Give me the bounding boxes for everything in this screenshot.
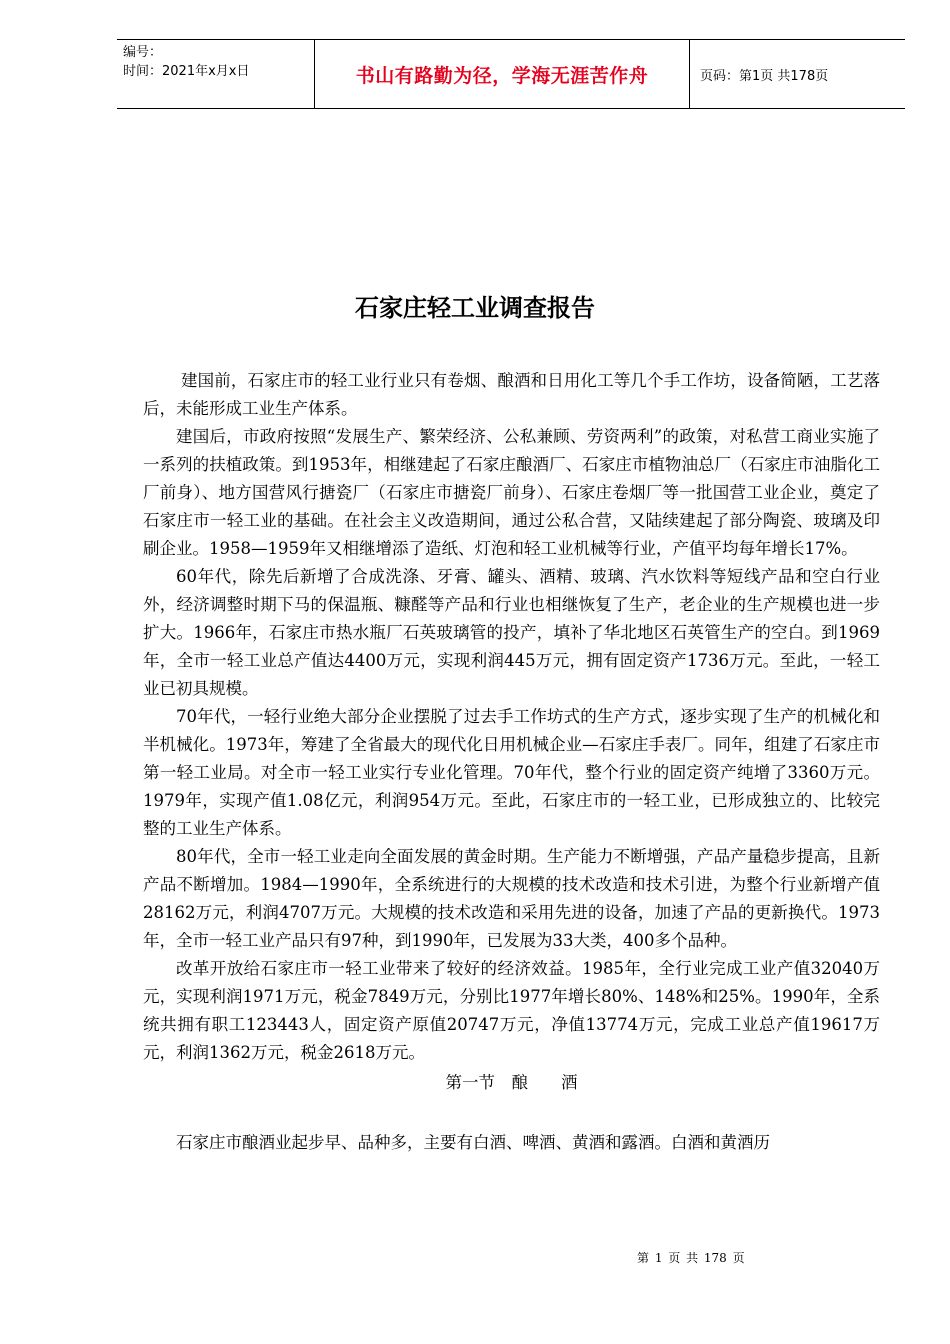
section-heading: 第一节 酿 酒 bbox=[445, 1073, 578, 1092]
document-title: 石家庄轻工业调查报告 bbox=[355, 294, 595, 322]
page-footer: 第 1 页 共 178 页 bbox=[637, 1251, 745, 1265]
paragraph: 建国后，市政府按照“发展生产、繁荣经济、公私兼顾、劳资两利”的政策，对私营工商业实施了一系列的扶植政策。到1953年，相继建起了石家庄酿酒厂、石家庄市植物油总厂（石家庄市油脂化工厂前身）、地方国营风行搪瓷厂（石家庄市搪瓷厂前身）、石家庄卷烟厂等一批国营工业企业，奠定了石家庄市一轻工业的基础。在社会主义改造期间，通过公私合营，又陆续建起了部分陶瓷、玻璃及印刷企业。1958—1959年又相继增添了造纸、灯泡和轻工业机械等行业，产值平均每年增长17%。 bbox=[143, 427, 880, 558]
paragraph: 建国前，石家庄市的轻工业行业只有卷烟、酿酒和日用化工等几个手工作坊，设备简陋，工艺落后，未能形成工业生产体系。 bbox=[143, 371, 880, 418]
document-body bbox=[143, 367, 880, 1157]
header-meta bbox=[117, 40, 315, 108]
document-number: 编号： bbox=[123, 45, 163, 60]
paragraph: 改革开放给石家庄市一轻工业带来了较好的经济效益。1985年，全行业完成工业产值32040万元，实现利润1971万元，税金7849万元，分别比1977年增长80%、148%和25%。1990年，全系统共拥有职工123443人，固定资产原值20747万元，净值13774万元，完成工业总产值19617万元，利润1362万元，税金2618万元。 bbox=[143, 959, 880, 1062]
page-header bbox=[117, 39, 905, 109]
paragraph: 70年代，一轻行业绝大部分企业摆脱了过去手工作坊式的生产方式，逐步实现了生产的机械化和半机械化。1973年，筹建了全省最大的现代化日用机械企业—石家庄手表厂。同年，组建了石家庄市第一轻工业局。对全市一轻工业实行专业化管理。70年代，整个行业的固定资产纯增了3360万元。1979年，实现产值1.08亿元，利润954万元。至此，石家庄市的一轻工业，已形成独立的、比较完整的工业生产体系。 bbox=[143, 707, 880, 838]
paragraph: 60年代，除先后新增了合成洗涤、牙膏、罐头、酒精、玻璃、汽水饮料等短线产品和空白行业外，经济调整时期下马的保温瓶、糠醛等产品和行业也相继恢复了生产，老企业的生产规模也进一步扩大。1966年，石家庄市热水瓶厂石英玻璃管的投产，填补了华北地区石英管生产的空白。到1969年，全市一轻工业总产值达4400万元，实现利润445万元，拥有固定资产1736万元。至此，一轻工业已初具规模。 bbox=[143, 567, 880, 698]
motto: 书山有路勤为径，学海无涯苦作舟 bbox=[355, 64, 649, 87]
paragraph: 石家庄市酿酒业起步早、品种多，主要有白酒、啤酒、黄酒和露酒。白酒和黄酒历 bbox=[176, 1133, 770, 1152]
header-motto-cell bbox=[315, 40, 690, 108]
header-page-info: 页码：第1页 共178页 bbox=[700, 68, 829, 84]
document-time: 时间：2021年x月x日 bbox=[123, 64, 250, 79]
paragraph: 80年代，全市一轻工业走向全面发展的黄金时期。生产能力不断增强，产品产量稳步提高，且新产品不断增加。1984—1990年，全系统进行的大规模的技术改造和技术引进，为整个行业新增产值28162万元，利润4707万元。大规模的技术改造和采用先进的设备，加速了产品的更新换代。1973年，全市一轻工业产品只有97种，到1990年，已发展为33大类，400多个品种。 bbox=[143, 847, 880, 950]
